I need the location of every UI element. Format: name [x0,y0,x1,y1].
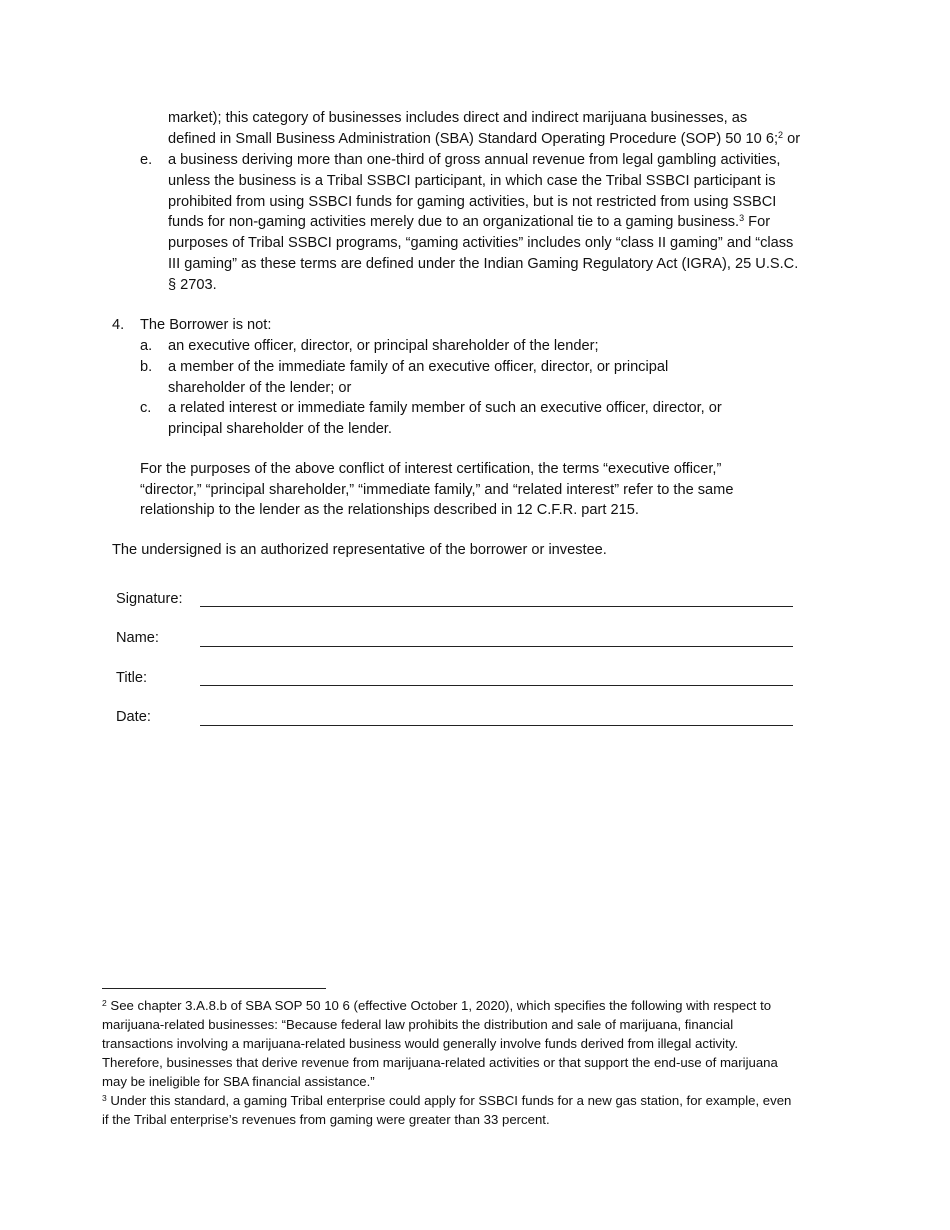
item4-marker: 4. [112,317,125,333]
signature-label: Signature: [116,591,183,607]
item3e-marker: e. [140,152,153,168]
item3d-line-2-text: defined in Small Business Administration (SBA) Standard Operating Procedure (SOP) 50 10 6; [168,131,779,147]
item3e-line-7: § 2703. [168,277,217,293]
item4-note-line-1: For the purposes of the above conflict of interest certification, the terms “executive officer,” [140,461,722,477]
item3d-tail: or [783,131,801,147]
footnote-2-line-4: Therefore, businesses that derive revenue from marijuana-related activities or that support the end-use of marijuana [102,1055,778,1070]
footnote-3-number: 3 [102,1093,107,1103]
name-field[interactable] [200,646,793,647]
item3e-line-3: prohibited from using SSBCI funds for gaming activities, but is not restricted from using SSBCI [168,194,777,210]
item4a-marker: a. [140,338,153,354]
item4c-line-1: a related interest or immediate family member of such an executive officer, director, or [168,400,722,416]
attestation-text: The undersigned is an authorized representative of the borrower or investee. [112,542,607,558]
footnote-ref-2[interactable]: 2 [778,130,784,140]
item3e-line-5: purposes of Tribal SSBCI programs, “gaming activities” includes only “class II gaming” and “class [168,235,794,251]
item4-heading: The Borrower is not: [140,317,272,333]
item3e-line-4-text: funds for non-gaming activities merely due to an organizational tie to a gaming business. [168,214,740,230]
date-field[interactable] [200,725,793,726]
signature-field[interactable] [200,606,793,607]
footnote-3-line-2: if the Tribal enterprise’s revenues from gaming were greater than 33 percent. [102,1112,550,1127]
footnote-2-line-2: marijuana-related businesses: “Because federal law prohibits the distribution and sale of marijuana, financial [102,1017,734,1032]
item4b-line-2: shareholder of the lender; or [168,380,352,396]
item4b-marker: b. [140,359,153,375]
footnote-separator [102,988,326,989]
footnote-2-line-3: transactions involving a marijuana-related business would generally involve funds derived from illegal activity. [102,1036,739,1051]
title-label: Title: [116,670,148,686]
item3e-line-1: a business deriving more than one-third of gross annual revenue from legal gambling activities, [168,152,781,168]
title-field[interactable] [200,685,793,686]
footnote-2-line-1 [102,996,771,1015]
footnote-2-line-5: may be ineligible for SBA financial assistance.” [102,1074,375,1089]
footnote-ref-3[interactable]: 3 [739,213,745,223]
item4c-marker: c. [140,400,152,416]
name-label: Name: [116,630,159,646]
item3e-line-4 [168,212,770,232]
item3e-line-6: III gaming” as these terms are defined under the Indian Gaming Regulatory Act (IGRA), 25 U.S.C. [168,256,799,272]
item4-note-line-2: “director,” “principal shareholder,” “immediate family,” and “related interest” refer to the same [140,482,734,498]
item3d-line-1: market); this category of businesses includes direct and indirect marijuana businesses, as [168,110,748,126]
item4c-line-2: principal shareholder of the lender. [168,421,392,437]
item4b-line-1: a member of the immediate family of an executive officer, director, or principal [168,359,669,375]
footnote-3-line-1-text: Under this standard, a gaming Tribal enterprise could apply for SSBCI funds for a new gas station, for example, even [106,1093,792,1108]
footnote-3-line-1 [102,1091,791,1110]
item3d-line-2 [168,129,800,149]
date-label: Date: [116,709,151,725]
item4-note-line-3: relationship to the lender as the relationships described in 12 C.F.R. part 215. [140,502,639,518]
item3e-line-2: unless the business is a Tribal SSBCI participant, in which case the Tribal SSBCI participant is [168,173,776,189]
footnote-2-line-1-text: See chapter 3.A.8.b of SBA SOP 50 10 6 (effective October 1, 2020), which specifies the following with respect to [106,998,772,1013]
item3e-line-4-tail: For [744,214,771,230]
footnote-2-number: 2 [102,998,107,1008]
item4a-text: an executive officer, director, or principal shareholder of the lender; [168,338,599,354]
